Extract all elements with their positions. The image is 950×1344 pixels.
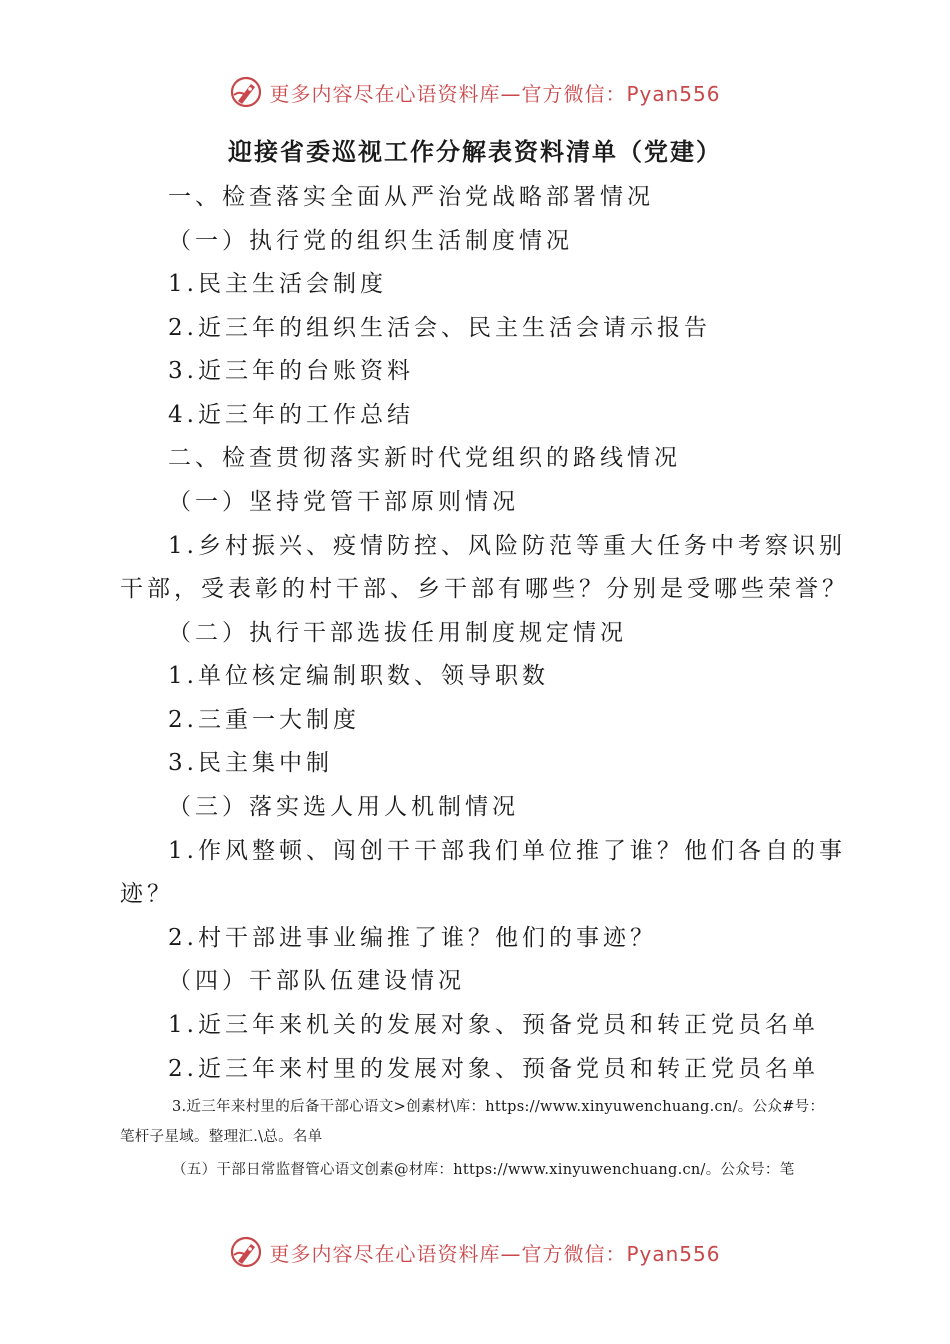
list-item: 1.单位核定编制职数、领导职数 bbox=[168, 663, 549, 689]
list-item: 4.近三年的工作总结 bbox=[168, 402, 414, 428]
list-item: 1.乡村振兴、疫情防控、风险防范等重大任务中考察识别 bbox=[168, 533, 846, 559]
watermark-banner-bottom bbox=[0, 1232, 950, 1272]
list-item: 2.近三年来村里的发展对象、预备党员和转正党员名单 bbox=[168, 1056, 819, 1082]
list-item: 1.近三年来机关的发展对象、预备党员和转正党员名单 bbox=[168, 1012, 819, 1038]
small-text-line: （五）干部日常监督管心语文创素@材库：https://www.xinyuwenchuang.cn/。公众号：笔 bbox=[172, 1162, 795, 1178]
subsection-heading: （一）坚持党管干部原则情况 bbox=[168, 489, 519, 515]
list-item: 1.民主生活会制度 bbox=[168, 271, 387, 297]
document-title: 迎接省委巡视工作分解表资料清单（党建） bbox=[228, 137, 722, 166]
list-item-continuation: 干部，受表彰的村干部、乡干部有哪些？分别是受哪些荣誉？ bbox=[120, 576, 849, 602]
section-heading: 一、检查落实全面从严治党战略部署情况 bbox=[168, 184, 654, 210]
watermark-text: 更多内容尽在心语资料库—官方微信：Pyan556 bbox=[269, 81, 721, 106]
subsection-heading: （一）执行党的组织生活制度情况 bbox=[168, 228, 573, 254]
list-item-continuation: 迹？ bbox=[120, 881, 174, 907]
list-item: 2.村干部进事业编推了谁？他们的事迹？ bbox=[168, 925, 657, 951]
pen-nib-logo-icon bbox=[229, 1235, 263, 1269]
watermark-text: 更多内容尽在心语资料库—官方微信：Pyan556 bbox=[269, 1241, 721, 1266]
subsection-heading: （四）干部队伍建设情况 bbox=[168, 968, 465, 994]
list-item: 2.三重一大制度 bbox=[168, 707, 360, 733]
subsection-heading: （三）落实选人用人机制情况 bbox=[168, 794, 519, 820]
small-text-line: 笔杆子星域。整理汇.\总。名单 bbox=[120, 1129, 323, 1145]
pen-nib-logo-icon bbox=[229, 75, 263, 109]
subsection-heading: （二）执行干部选拔任用制度规定情况 bbox=[168, 620, 627, 646]
watermark-banner-top bbox=[0, 72, 950, 112]
small-text-line: 3.近三年来村里的后备干部心语文>创素材\库：https://www.xinyuwenchuang.cn/。公众#号： bbox=[172, 1099, 825, 1115]
list-item: 3.民主集中制 bbox=[168, 750, 333, 776]
list-item: 1.作风整顿、闯创干干部我们单位推了谁？他们各自的事 bbox=[168, 838, 846, 864]
section-heading: 二、检查贯彻落实新时代党组织的路线情况 bbox=[168, 445, 681, 471]
list-item: 2.近三年的组织生活会、民主生活会请示报告 bbox=[168, 315, 711, 341]
list-item: 3.近三年的台账资料 bbox=[168, 358, 414, 384]
